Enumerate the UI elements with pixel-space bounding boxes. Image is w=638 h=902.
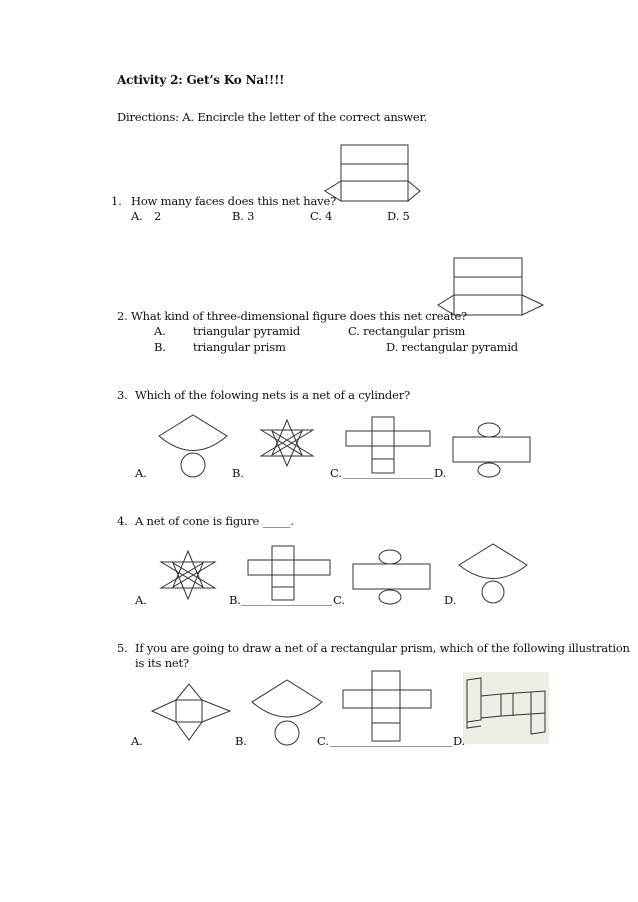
q2-choice-b-text: triangular prism [193,340,286,354]
q1-choice-b[interactable]: B. 3 [232,209,255,223]
activity-title: Activity 2: Get’s Ko Na!!!! [117,73,285,87]
q3-label-a[interactable]: A. [135,466,147,480]
cross-net-figure-q4b [248,545,330,601]
cross-net-figure-q5c [343,670,431,742]
cone-net-figure-q4d [457,544,529,606]
star-net-figure-q3b [259,418,315,468]
q3-c-underline [343,478,433,479]
q5-c-underline [330,746,452,747]
q5-label-a[interactable]: A. [131,734,143,748]
cross-net-figure-q3c [346,416,430,474]
q4-b-underline [241,605,332,606]
q1-choice-d[interactable]: D. 5 [387,209,410,223]
directions-text: Directions: A. Encircle the letter of the correct answer. [117,110,427,124]
cone-net-figure-q5b [250,680,324,746]
q1-question: How many faces does this net have? [131,194,337,208]
q1-choice-a-value: 2 [154,209,162,223]
q5-label-c[interactable]: C. [317,734,329,748]
q4-label-b[interactable]: B. [229,593,241,607]
q4-label-d[interactable]: D. [444,593,457,607]
q4-number: 4. [117,514,128,528]
triangular-prism-net-figure-q1 [325,140,420,210]
cone-net-figure-q3a [157,415,229,480]
q5-question-line1: If you are going to draw a net of a rectangular prism, which of the following illustration [135,641,630,655]
q1-choice-a-letter[interactable]: A. [131,209,143,223]
q3-label-b[interactable]: B. [232,466,244,480]
cylinder-net-figure-q3d [452,422,532,480]
q2-choice-c[interactable]: C. rectangular prism [348,324,466,338]
q4-label-c[interactable]: C. [333,593,345,607]
q2-choice-b-letter[interactable]: B. [154,340,166,354]
q3-question: Which of the folowing nets is a net of a cylinder? [135,388,410,402]
q4-label-a[interactable]: A. [135,593,147,607]
q1-number: 1. [111,194,122,208]
star-net-figure-q4a [159,549,217,601]
q3-label-d[interactable]: D. [434,466,447,480]
q1-choice-c[interactable]: C. 4 [310,209,333,223]
q5-label-b[interactable]: B. [235,734,247,748]
square-pyramid-net-figure-q5a [150,682,232,742]
q2-choice-a-text: triangular pyramid [193,324,301,338]
q2-choice-d[interactable]: D. rectangular pyramid [386,340,518,354]
q5-question-line2: is its net? [135,656,189,670]
q3-label-c[interactable]: C. [330,466,342,480]
q2-question: 2. What kind of three-dimensional figure does this net create? [117,309,468,323]
q5-number: 5. [117,641,128,655]
cylinder-net-figure-q4c [352,549,432,607]
q2-choice-a-letter[interactable]: A. [154,324,166,338]
triangular-prism-net-figure-q2 [438,252,543,317]
rectangular-prism-net-figure-q5d [463,672,549,744]
q3-number: 3. [117,388,128,402]
q4-question: A net of cone is figure _____. [135,514,294,528]
q5-label-d[interactable]: D. [453,734,466,748]
